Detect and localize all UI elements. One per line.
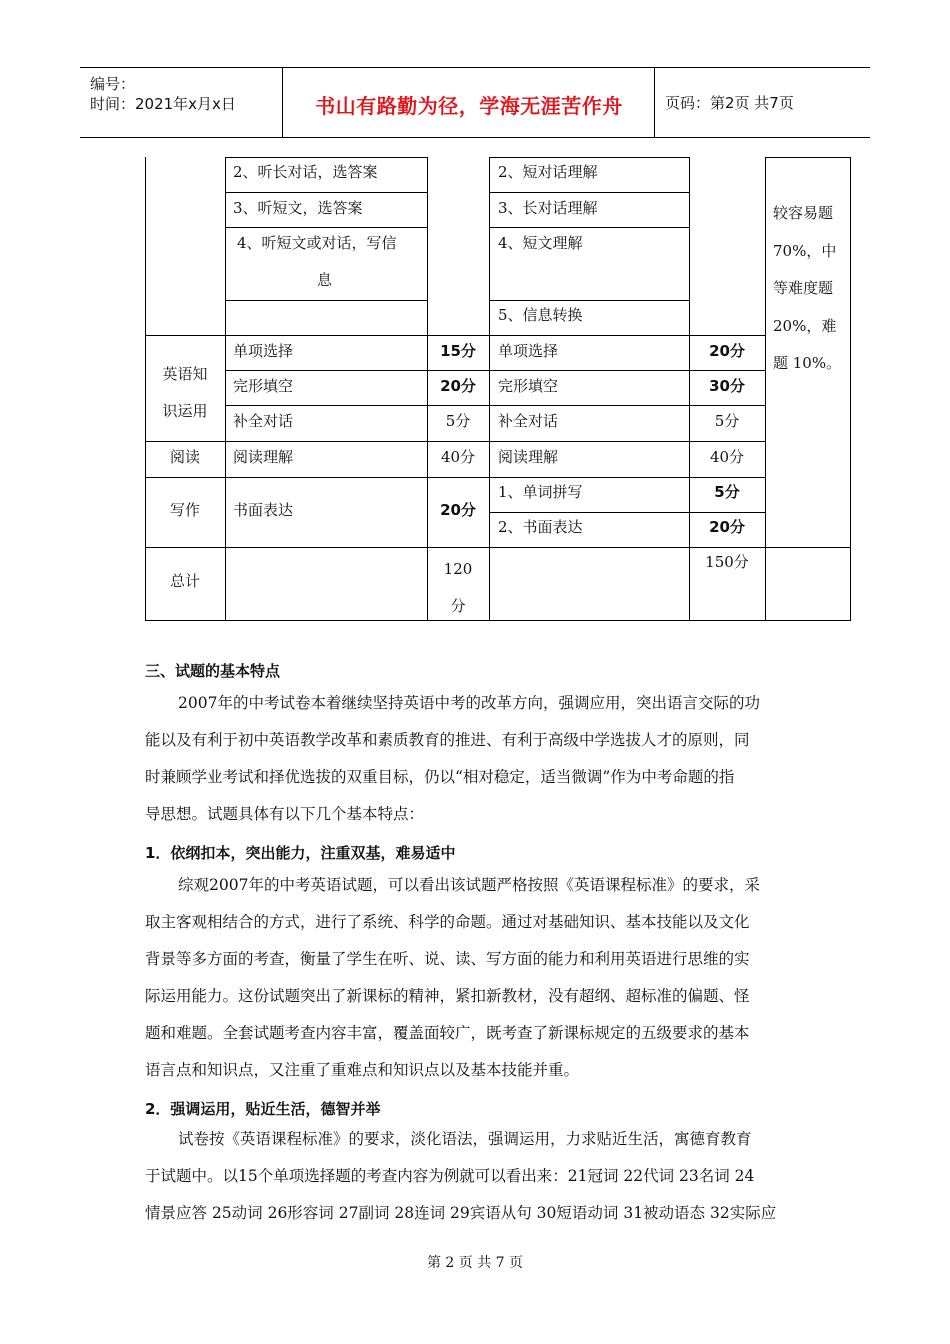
item-reading: 阅读理解 <box>233 448 294 466</box>
listen-old-item: 2、听长对话，选答案 <box>233 163 378 181</box>
listen-new-item: 4、短文理解 <box>498 234 583 252</box>
point1-paragraph: 综观2007年的中考英语试题，可以看出该试题严格按照《英语课程标准》的要求，采 取主客观相结合的方式，进行了系统、科学的命题。通过对基础知识、基本技能以及文化 背景等多方面的考查，衡量了学生在听、说、读、写方面的能力和利用英语进行思维的实 际运用能力。这份试题突出了新课标的精神，紧扣新教材，没有超纲、超标准的偏题、怪 题和难题。全套试题考查内容丰富，覆盖面较广，既考查了新课标规定的五级要求的基本 语言点和知识点，又注重了重难点和知识点以及基本技能并重。 <box>145 876 760 1079</box>
listen-old-item: 3、听短文，选答案 <box>233 199 363 217</box>
listen-new-item: 3、长对话理解 <box>498 199 598 217</box>
item-reading: 阅读理解 <box>498 448 559 466</box>
header-divider <box>654 68 655 137</box>
item-dialogue: 补全对话 <box>233 412 294 430</box>
date-label: 时间：2021年x月x日 <box>90 95 236 113</box>
section-heading: 三、试题的基本特点 <box>145 662 281 680</box>
page-number-label: 页码：第2页 共7页 <box>665 94 794 112</box>
listen-new-item: 2、短对话理解 <box>498 163 598 181</box>
page-footer: 第 2 页 共 7 页 <box>426 1255 524 1271</box>
item-writing: 书面表达 <box>233 501 294 519</box>
score: 20分 <box>709 518 745 536</box>
section-label-total: 总计 <box>169 572 200 590</box>
score: 40分 <box>440 448 476 466</box>
score: 20分 <box>709 342 745 360</box>
total-new-score: 150分 <box>705 553 749 571</box>
item-writing: 2、书面表达 <box>498 518 583 536</box>
score: 5分 <box>714 483 740 501</box>
score: 20分 <box>440 377 476 395</box>
listen-old-item: 4、听短文或对话，写信 <box>237 234 397 252</box>
section-label-reading: 阅读 <box>169 448 200 466</box>
page-header <box>80 67 870 138</box>
intro-paragraph: 2007年的中考试卷本着继续坚持英语中考的改革方向，强调应用，突出语言交际的功 能以及有利于初中英语教学改革和素质教育的推进、有利于高级中学选拔人才的原则，同 时兼顾学业考试和择优选拔的双重目标，仍以“相对稳定，适当微调”作为中考命题的指 导思想。试题具体有以下几个基本特点： <box>145 694 760 823</box>
item-single-choice: 单项选择 <box>233 342 294 360</box>
section-label-knowledge: 英语知 识运用 <box>162 365 208 420</box>
difficulty-note: 较容易题 70%，中 等难度题 20%，难 题 10%。 <box>773 204 842 372</box>
score: 5分 <box>714 412 740 430</box>
section-label-writing: 写作 <box>169 501 200 519</box>
listen-old-item: 息 <box>317 271 333 289</box>
listen-new-item: 5、信息转换 <box>498 306 583 324</box>
score: 40分 <box>709 448 745 466</box>
number-label: 编号： <box>90 75 136 93</box>
item-dialogue: 补全对话 <box>498 412 559 430</box>
header-motto: 书山有路勤为径，学海无涯苦作舟 <box>315 94 623 118</box>
header-meta <box>90 74 236 114</box>
subheading-point1: 1．依纲扣本，突出能力，注重双基，难易适中 <box>145 844 456 862</box>
score: 30分 <box>709 377 745 395</box>
point2-paragraph: 试卷按《英语课程标准》的要求，淡化语法，强调运用，力求贴近生活，寓德育教育 于试题中。以15个单项选择题的考查内容为例就可以看出来：21冠词 22代词 23名词 24 情景应答 25动词 26形容词 27副词 28连词 29宾语从句 30短语动词 31被动语态 32实际应 <box>145 1130 777 1222</box>
item-cloze: 完形填空 <box>498 377 559 395</box>
score: 5分 <box>445 412 471 430</box>
header-divider <box>282 68 283 137</box>
subheading-point2: 2．强调运用，贴近生活，德智并举 <box>145 1100 381 1118</box>
total-old-score: 120 分 <box>443 560 473 615</box>
exam-comparison-table <box>145 157 851 621</box>
item-spelling: 1、单词拼写 <box>498 483 583 501</box>
score: 20分 <box>440 501 476 519</box>
item-cloze: 完形填空 <box>233 377 294 395</box>
item-single-choice: 单项选择 <box>498 342 559 360</box>
score: 15分 <box>440 342 476 360</box>
